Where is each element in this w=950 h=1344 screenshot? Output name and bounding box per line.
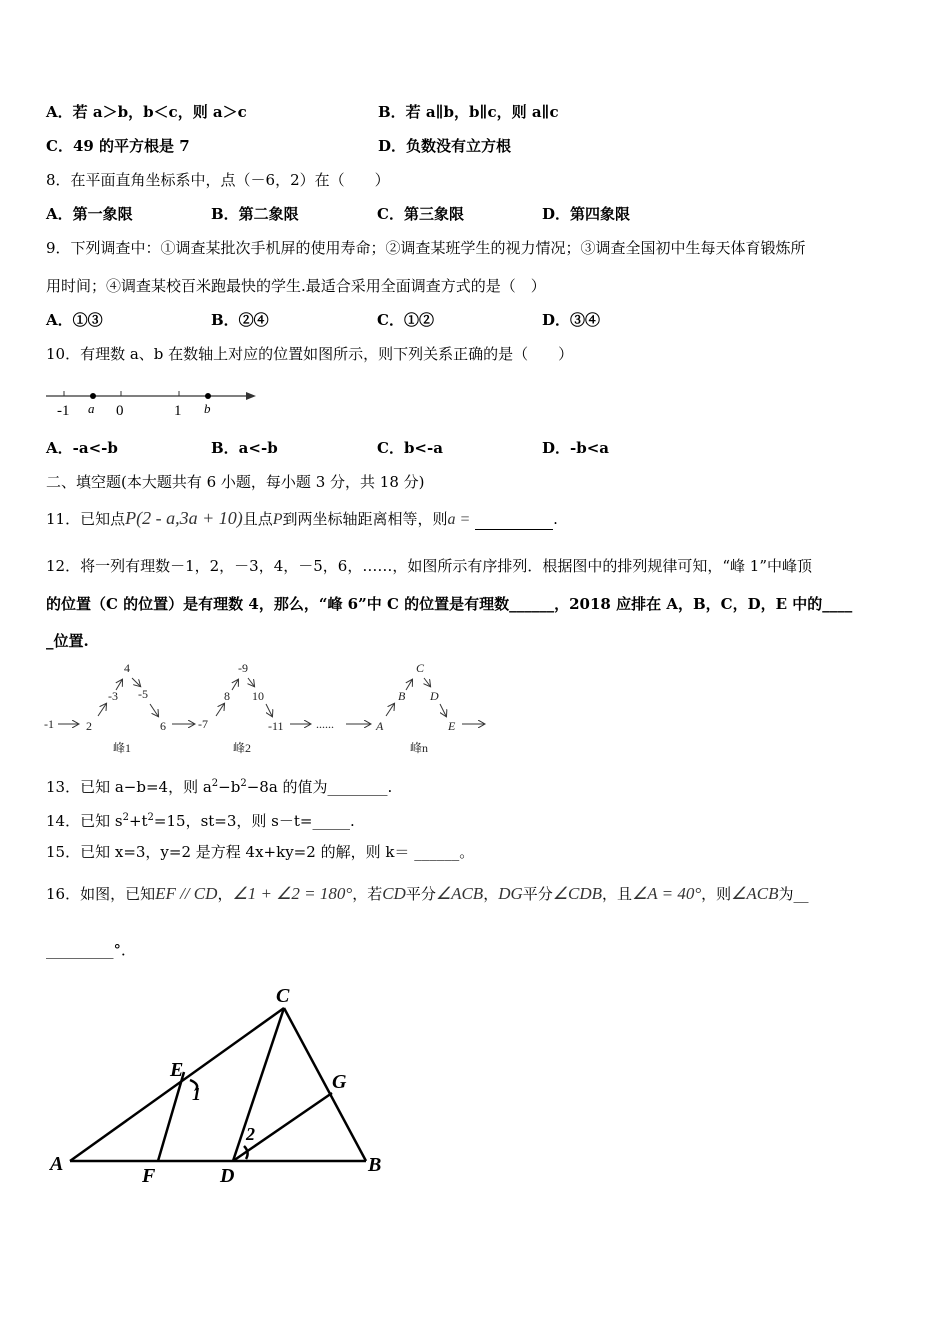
q16-bisect1: 平分 [405,885,436,903]
q13-sup2: 2 [240,778,247,789]
q11-p: P [272,511,283,528]
section-2-heading: 二、填空题(本大题共有 6 小题，每小题 3 分，共 18 分) [46,473,425,491]
q11-end: . [553,510,558,528]
q9-line2: 用时间；④调查某校百米跑最快的学生.最适合采用全面调查方式的是（ ） [46,277,546,295]
peak-num--3: -3 [108,689,118,703]
peak-num-2: 2 [86,719,92,733]
segment-cd [233,1008,284,1161]
q8-option-a: A．第一象限 [46,205,133,223]
peak-num--7: -7 [198,717,208,731]
q9-line1: 9．下列调查中：①调查某批次手机屏的使用寿命；②调查某班学生的视力情况；③调查全国初中生每天体育锻炼所 [46,239,806,257]
label-b: b [204,401,211,416]
q10-option-b: B．a<-b [211,439,278,457]
label-F: F [142,1165,156,1187]
q14-suffix: =15，st=3，则 s－t=_____. [153,812,355,830]
label-0: 0 [116,403,124,419]
point-a [90,393,96,399]
peak-num--1: -1 [44,717,54,731]
label-minus1: -1 [57,403,70,419]
q10-option-a: A．-a<-b [46,439,118,457]
q9-option-a: A．①③ [46,311,103,329]
q10-option-d: D．-b<a [542,439,610,457]
segment-ef [158,1072,184,1161]
q16-line1 [46,884,809,904]
q16-angle-a-40: ∠A = 40° [632,884,702,903]
point-b [205,393,211,399]
q11-a-eq: a = [447,511,471,528]
q12-line1: 12．将一列有理数－1，2，－3，4，－5，6，……，如图所示有序排列．根据图中的排列规律可知，“峰 1”中峰顶 [46,557,813,575]
q16-ef-parallel-cd: EF // CD [155,884,218,903]
peak-diagram [40,656,500,760]
peak-num--5: -5 [138,687,148,701]
q13-prefix: 13．已知 a−b=4，则 a [46,778,212,796]
q16-dg: DG [498,884,523,903]
label-angle-1: 1 [192,1084,201,1104]
label-E: E [170,1059,184,1081]
q11 [46,508,558,530]
label-D: D [220,1165,235,1187]
q15: 15．已知 x=3，y=2 是方程 4x+ky=2 的解，则 k＝ ______。 [46,843,475,861]
q16-angle-cdb: ∠CDB [552,884,603,903]
q9-option-b: B．②④ [211,311,269,329]
q16-and: ，且 [602,885,633,903]
label-B: B [368,1154,382,1176]
label-C: C [276,985,290,1007]
q7-option-d: D．负数没有立方根 [378,137,512,155]
peak-num-6: 6 [160,719,166,733]
q16-angle-acb-2: ∠ACB [731,884,779,903]
q14-mid: +t [128,812,148,830]
triangle-figure [40,976,400,1196]
label-A: A [50,1153,64,1175]
q8-text: 8．在平面直角坐标系中，点（－6，2）在（ ） [46,171,390,189]
q8-option-b: B．第二象限 [211,205,299,223]
q14-prefix: 14．已知 s [46,812,123,830]
peak-num-8: 8 [224,689,230,703]
q14-sup2: 2 [147,812,154,823]
q7-option-b: B．若 a∥b，b∥c，则 a∥c [378,103,559,121]
q11-answer-blank[interactable] [475,509,553,530]
q16-wei: 为__ [778,885,809,903]
q14-sup1: 2 [122,812,129,823]
q9-option-d: D．③④ [542,311,601,329]
q16-angle-acb: ∠ACB [435,884,484,903]
q8-option-d: D．第四象限 [542,205,631,223]
q7-option-a: A．若 a＞b，b＜c，则 a＞c [46,103,247,121]
q16-comma1: ， [217,885,233,903]
q12-line2: 的位置（C 的位置）是有理数 4，那么，“峰 6”中 C 的位置是有理数______，2018 应排在 A，B，C，D，E 中的____ [46,595,853,613]
q10-text: 10．有理数 a、b 在数轴上对应的位置如图所示，则下列关系正确的是（ ） [46,345,574,363]
peak-label-2: 峰2 [233,741,252,755]
peak-letter-b: B [398,689,406,703]
q13-sup1: 2 [211,778,219,789]
q16-line2: _________°． [46,941,137,959]
segment-cb [284,1008,366,1161]
q9-option-c: C．①② [377,311,434,329]
peak-letter-e: E [448,719,456,733]
peak-num-10: 10 [252,689,264,703]
peak-letter-d: D [430,689,439,703]
label-a: a [88,401,95,416]
q11-prefix: 11．已知点 [46,510,126,528]
peak-label-1: 峰1 [113,741,132,755]
peak-letter-c: C [416,661,425,675]
number-line-figure [40,384,270,424]
q16-angle-sum: ∠1 + ∠2 = 180° [232,884,353,903]
number-line-arrow [246,392,256,400]
peak-num--9: -9 [238,661,248,675]
peak-num-4: 4 [124,661,130,675]
q16-bisect2: 平分 [522,885,553,903]
ellipsis: ...... [316,717,334,731]
q16-comma2: ， [483,885,499,903]
q8-option-c: C．第三象限 [377,205,464,223]
q12-line3: _位置. [46,632,89,650]
q11-middle: 且点 [242,510,273,528]
q16-prefix: 16．如图，已知 [46,885,156,903]
q7-option-c: C．49 的平方根是 7 [46,137,190,155]
q14 [46,808,355,831]
label-angle-2: 2 [246,1124,255,1144]
q16-if: ，若 [352,885,383,903]
q11-point: P(2 - a,3a + 10) [125,508,243,528]
peak-num--11: -11 [268,719,284,733]
label-1: 1 [174,403,182,419]
q13-mid: −b [218,778,241,796]
q13-suffix: −8a 的值为________. [246,778,393,796]
q16-then: ，则 [701,885,732,903]
label-G: G [332,1071,347,1093]
q10-option-c: C．b<-a [377,439,443,457]
q16-cd: CD [382,884,406,903]
q11-suffix: 到两坐标轴距离相等，则 [282,510,448,528]
peak-letter-a: A [376,719,384,733]
peak-label-n: 峰n [410,741,429,755]
q13 [46,774,392,797]
